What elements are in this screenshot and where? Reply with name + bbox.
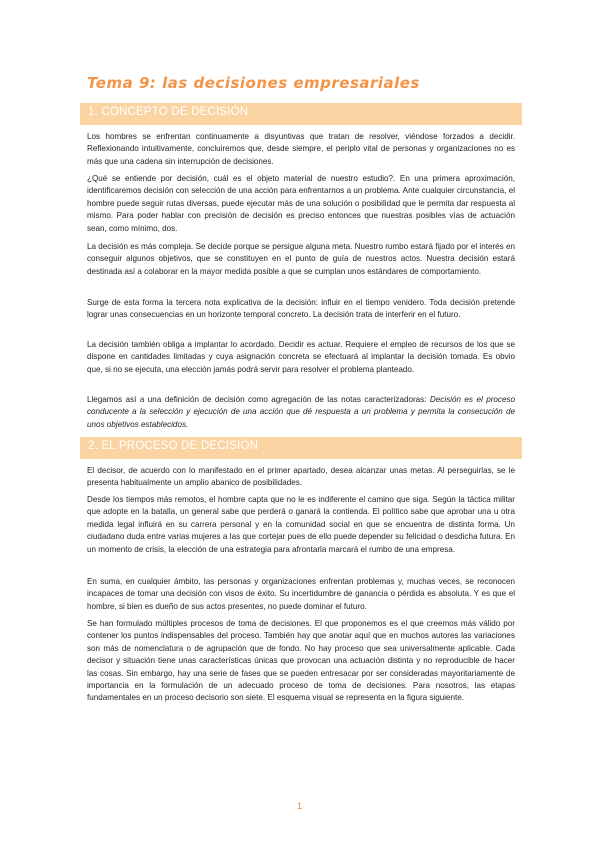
paragraph-5: La decisión también obliga a implantar lo acordado. Decidir es actuar. Requiere el empleo de recursos de los que se dispone en cantidades limitadas y cuya asignación concreta se efectuará al implantar la decisión tomada. Es obvio que, si no se ejecuta, una elección jamás podrá servir para resolver el problema planteado. xyxy=(87,340,515,374)
section-heading-1 xyxy=(80,103,522,125)
page-title: Tema 9: las decisiones empresariales xyxy=(87,74,420,92)
page-number: 1 xyxy=(296,801,302,811)
paragraph-8: En suma, en cualquier ámbito, las personas y organizaciones enfrentan problemas y, muchas veces, se reconocen incapaces de tomar una decisión con visos de éxito. Su incertidumbre de ganancia o pérdida es absoluta. Y es que el hombre, si bien es dueño de sus actos presentes, no puede dominar el futuro. xyxy=(87,577,515,611)
paragraph-2: ¿Qué se entiende por decisión, cuál es el objeto material de nuestro estudio?. En una primera aproximación, identificaremos decisión con selección de una acción para enfrentarnos a un problema. Ante cualquier circunstancia, el hombre puede seguir rutas diversas, puede ejecutar más de una solución o posibilidad que le permita dar respuesta al mismo. Para poder hablar con precisión de decisión es preciso entonces que nuestras posibles vías de actuación sean, como mínimo, dos. xyxy=(87,174,515,233)
paragraph-3: La decisión es más compleja. Se decide porque se persigue alguna meta. Nuestro rumbo estará fijado por el interés en conseguir algunos objetivos, que se constituyen en el punto de guía de nuestros actos. Nuestra decisión estará destinada así a colaborar en la mayor medida posible a que se cumplan unos estándares de comportamiento. xyxy=(87,242,515,276)
section-heading-2-label: 2. EL PROCESO DE DECISIÓN xyxy=(88,440,259,452)
paragraph-1: Los hombres se enfrentan continuamente a disyuntivas que tratan de resolver, viéndose forzados a decidir. Reflexionando intuitivamente, concluiremos que, desde siempre, el periplo vital de personas y organizaciones no es más que una cadena sin interrupción de decisiones. xyxy=(87,132,515,166)
paragraph-7: Desde los tiempos más remotos, el hombre capta que no le es indiferente el camino que siga. Según la táctica militar que adopte en la batalla, un general sabe que perderá o ganará la contienda. El político sabe que aprobar una u otra medida legal influirá en su carrera personal y en la comunidad social en que se encuentra de distinta forma. Un ciudadano duda entre varias mujeres a las que cortejar pues de ello puede depender su felicidad o desdicha futura. En un momento de crisis, la elección de una estrategia para afrontarla marcará el rumbo de una empresa. xyxy=(87,495,515,554)
paragraph-9: Se han formulado múltiples procesos de toma de decisiones. El que proponemos es el que creemos más válido por contener los puntos indispensables del proceso. También hay que anotar aquí que en muchos autores las variaciones son más de nomenclatura o de agrupación que de fondo. No hay proceso que sea universalmente aplicable. Cada decisor y situación tiene unas características únicas que provocan una actuación distinta y no reproducible de hacer las cosas. Sin embargo, hay una serie de fases que se pueden entresacar por ser consideradas mayoritariamente de importancia en la formulación de un adecuado proceso de toma de decisiones. Para nosotros, las etapas fundamentales en un proceso decisorio son siete. El esquema visual se representa en la figura siguiente. xyxy=(87,619,515,703)
paragraph-definition xyxy=(87,394,515,431)
paragraph-6: El decisor, de acuerdo con lo manifestado en el primer apartado, desea alcanzar unas metas. Al perseguirlas, se le presenta habitualmente un amplio abanico de posibilidades. xyxy=(87,466,515,488)
definition-emphasis: Decisión es el proceso conducente a la selección y ejecución de una acción que dé respuesta a un problema y permita la consecución de unos objetivos establecidos. xyxy=(87,395,515,429)
section-heading-2 xyxy=(80,437,522,459)
definition-lead: Llegamos así a una definición de decisión como agregación de las notas caracterizadoras: xyxy=(87,395,430,404)
paragraph-4: Surge de esta forma la tercera nota explicativa de la decisión: influir en el tiempo venidero. Toda decisión pretende lograr unas consecuencias en un horizonte temporal concreto. La decisión trata de interferir en el futuro. xyxy=(87,298,515,320)
section-heading-1-label: 1. CONCEPTO DE DECISIÓN xyxy=(88,106,249,118)
